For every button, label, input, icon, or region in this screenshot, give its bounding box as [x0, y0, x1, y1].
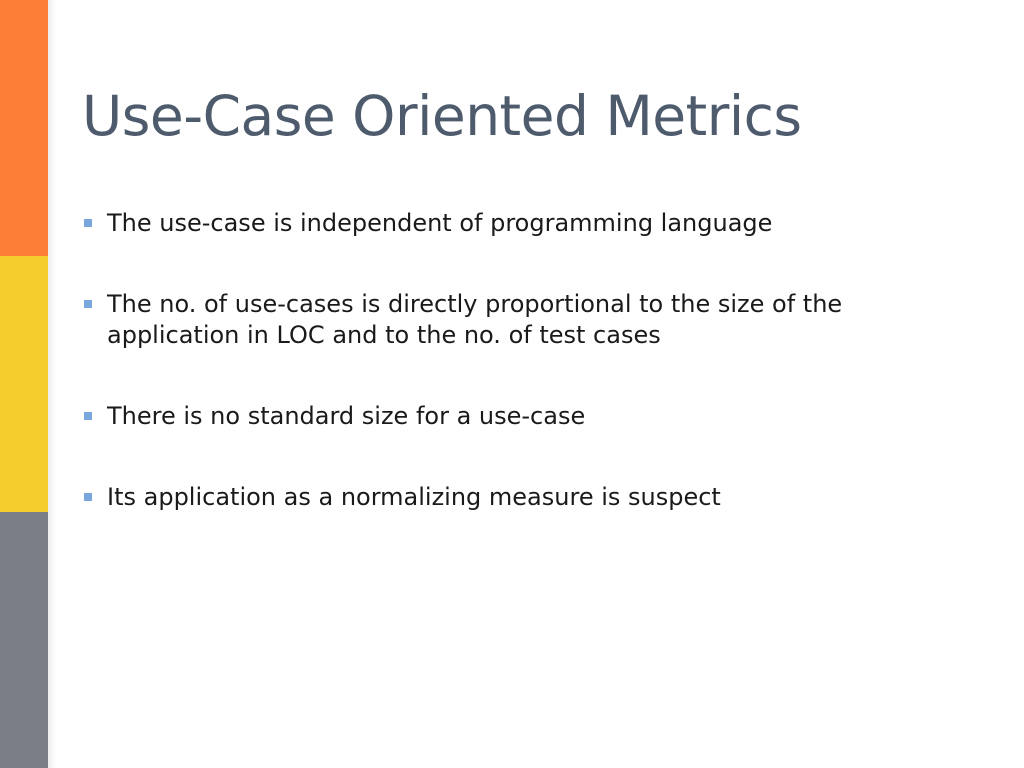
bullet-list: [82, 208, 962, 513]
accent-block-orange: [0, 0, 48, 256]
bullet-text: Its application as a normalizing measure is suspect: [107, 483, 721, 511]
bullet-item: [82, 482, 962, 513]
square-bullet-icon: [84, 493, 92, 501]
bullet-item: [82, 289, 962, 351]
slide-title: Use-Case Oriented Metrics: [82, 84, 802, 148]
bullet-text: There is no standard size for a use-case: [107, 402, 586, 430]
square-bullet-icon: [84, 219, 92, 227]
square-bullet-icon: [84, 300, 92, 308]
accent-block-gray: [0, 512, 48, 768]
bullet-text: The no. of use-cases is directly proportional to the size of the application in LOC and to the no. of test cases: [107, 290, 843, 349]
bullet-text: The use-case is independent of programming language: [107, 209, 773, 237]
square-bullet-icon: [84, 412, 92, 420]
bullet-item: [82, 208, 962, 239]
accent-block-yellow: [0, 256, 48, 512]
bullet-item: [82, 401, 962, 432]
accent-bar-shadow: [48, 0, 56, 768]
side-accent-bar: [0, 0, 48, 768]
